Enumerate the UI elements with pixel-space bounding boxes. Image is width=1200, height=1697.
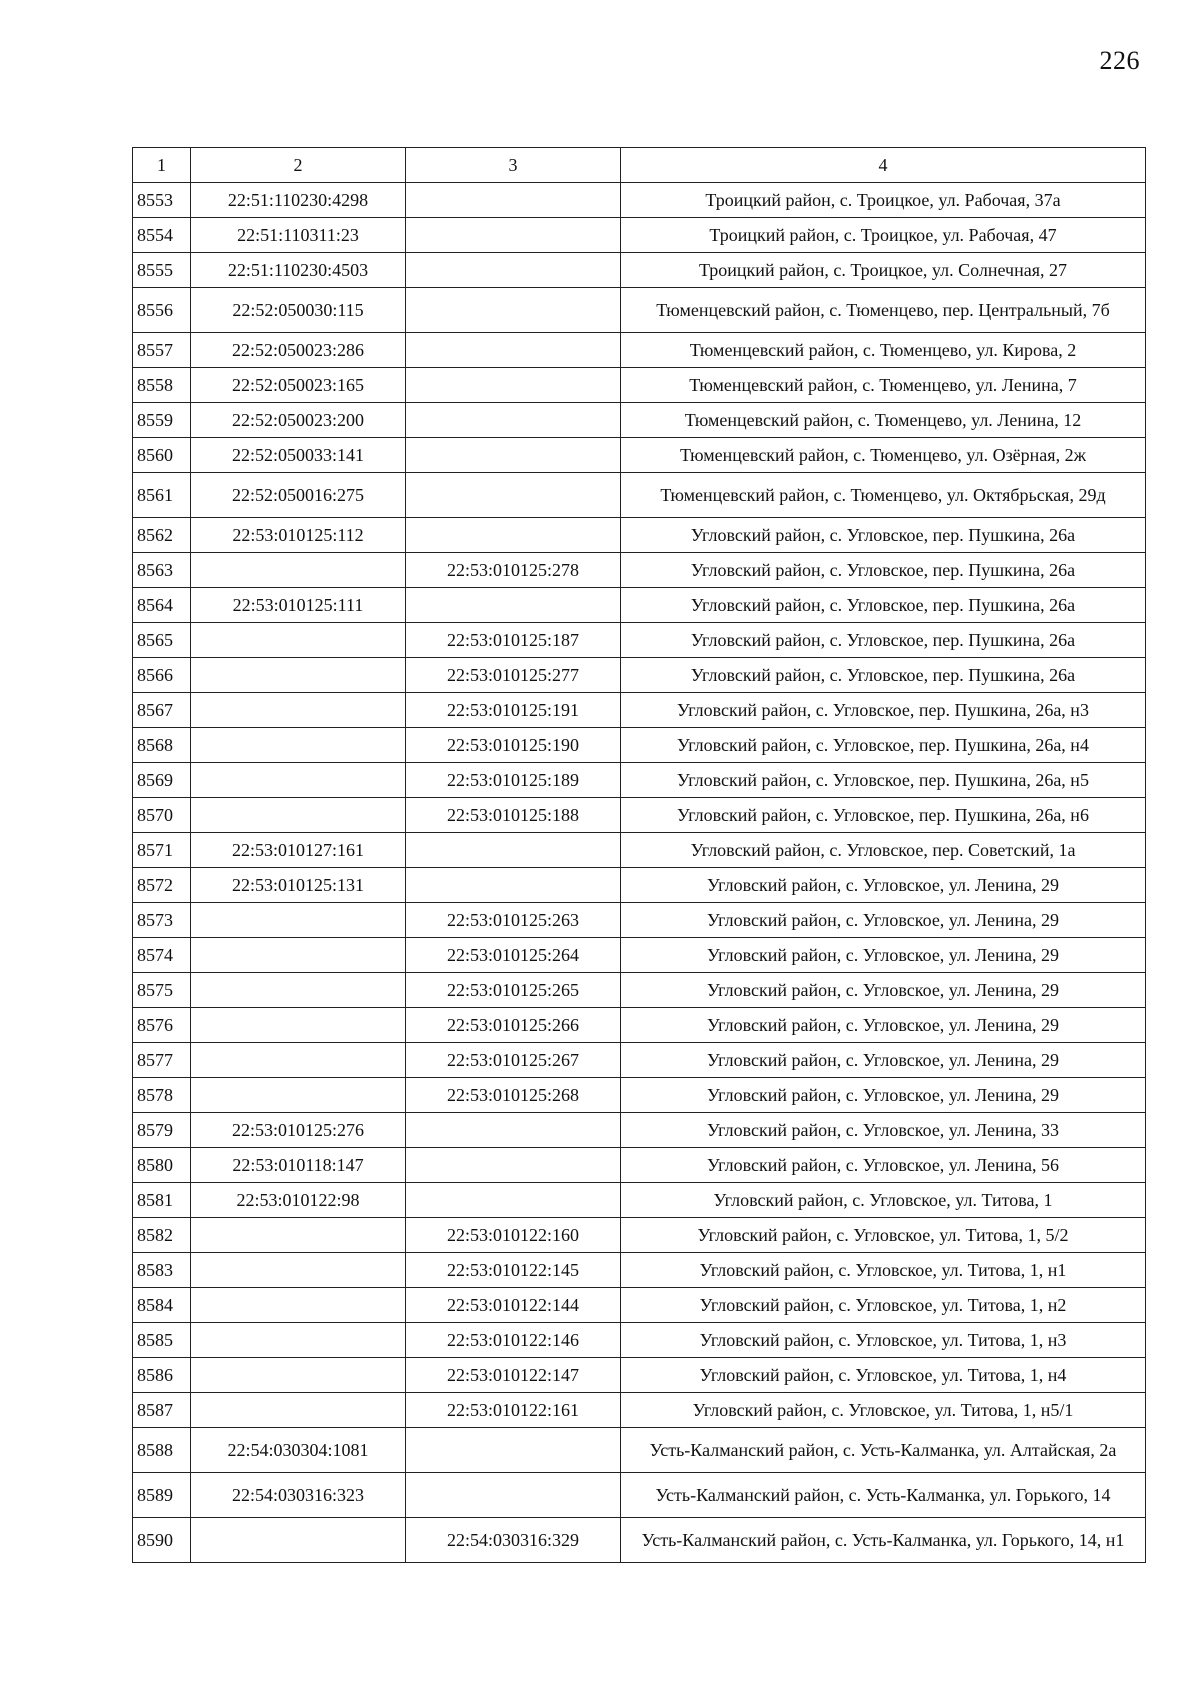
cadastral-number-alt-cell: 22:53:010125:264 (406, 938, 621, 973)
row-number-cell: 8568 (133, 728, 191, 763)
address-cell: Угловский район, с. Угловское, пер. Советский, 1а (621, 833, 1146, 868)
table-row (133, 1113, 1146, 1148)
row-number-cell: 8573 (133, 903, 191, 938)
table-row (133, 1218, 1146, 1253)
address-cell: Угловский район, с. Угловское, ул. Титова, 1, н5/1 (621, 1393, 1146, 1428)
cadastral-number-alt-cell: 22:53:010122:147 (406, 1358, 621, 1393)
address-cell: Угловский район, с. Угловское, пер. Пушкина, 26а, н5 (621, 763, 1146, 798)
table-row (133, 903, 1146, 938)
table-row (133, 623, 1146, 658)
address-cell: Тюменцевский район, с. Тюменцево, ул. Ленина, 7 (621, 368, 1146, 403)
row-number-cell: 8580 (133, 1148, 191, 1183)
page-number: 226 (1099, 46, 1140, 75)
cadastral-number-cell (191, 623, 406, 658)
address-cell: Угловский район, с. Угловское, пер. Пушкина, 26а, н6 (621, 798, 1146, 833)
row-number-cell: 8579 (133, 1113, 191, 1148)
row-number-cell: 8578 (133, 1078, 191, 1113)
table-row (133, 938, 1146, 973)
row-number-cell: 8587 (133, 1393, 191, 1428)
row-number-cell: 8558 (133, 368, 191, 403)
cadastral-number-cell: 22:53:010125:276 (191, 1113, 406, 1148)
cadastral-number-cell (191, 973, 406, 1008)
table-row (133, 333, 1146, 368)
table-row (133, 1473, 1146, 1518)
column-header-1: 1 (133, 148, 191, 183)
cadastral-number-alt-cell (406, 403, 621, 438)
row-number-cell: 8554 (133, 218, 191, 253)
table-row (133, 288, 1146, 333)
table-row (133, 1288, 1146, 1323)
cadastral-number-alt-cell: 22:53:010125:265 (406, 973, 621, 1008)
row-number-cell: 8577 (133, 1043, 191, 1078)
cadastral-number-cell: 22:53:010125:112 (191, 518, 406, 553)
row-number-cell: 8565 (133, 623, 191, 658)
address-cell: Тюменцевский район, с. Тюменцево, ул. Ленина, 12 (621, 403, 1146, 438)
row-number-cell: 8556 (133, 288, 191, 333)
row-number-cell: 8584 (133, 1288, 191, 1323)
row-number-cell: 8588 (133, 1428, 191, 1473)
cadastral-number-alt-cell (406, 253, 621, 288)
cadastral-number-cell (191, 553, 406, 588)
address-cell: Тюменцевский район, с. Тюменцево, ул. Озёрная, 2ж (621, 438, 1146, 473)
header-row (133, 148, 1146, 183)
cadastral-number-alt-cell: 22:53:010122:161 (406, 1393, 621, 1428)
cadastral-number-alt-cell (406, 1183, 621, 1218)
address-cell: Тюменцевский район, с. Тюменцево, пер. Центральный, 7б (621, 288, 1146, 333)
row-number-cell: 8574 (133, 938, 191, 973)
cadastral-number-alt-cell (406, 1113, 621, 1148)
row-number-cell: 8569 (133, 763, 191, 798)
cadastral-number-cell: 22:54:030304:1081 (191, 1428, 406, 1473)
row-number-cell: 8563 (133, 553, 191, 588)
cadastral-number-cell: 22:53:010118:147 (191, 1148, 406, 1183)
cadastral-number-cell: 22:54:030316:323 (191, 1473, 406, 1518)
column-header-4: 4 (621, 148, 1146, 183)
address-cell: Угловский район, с. Угловское, ул. Ленина, 33 (621, 1113, 1146, 1148)
cadastral-number-cell: 22:52:050030:115 (191, 288, 406, 333)
cadastral-number-cell (191, 903, 406, 938)
address-cell: Угловский район, с. Угловское, ул. Ленина, 29 (621, 868, 1146, 903)
table-row (133, 1043, 1146, 1078)
cadastral-number-alt-cell (406, 288, 621, 333)
address-cell: Угловский район, с. Угловское, ул. Титова, 1, н4 (621, 1358, 1146, 1393)
cadastral-number-cell: 22:52:050023:286 (191, 333, 406, 368)
cadastral-number-alt-cell (406, 1473, 621, 1518)
row-number-cell: 8575 (133, 973, 191, 1008)
cadastral-number-cell (191, 798, 406, 833)
address-cell: Угловский район, с. Угловское, ул. Титова, 1, 5/2 (621, 1218, 1146, 1253)
table-row (133, 1358, 1146, 1393)
address-cell: Тюменцевский район, с. Тюменцево, ул. Октябрьская, 29д (621, 473, 1146, 518)
cadastral-number-alt-cell: 22:53:010125:278 (406, 553, 621, 588)
table-row (133, 218, 1146, 253)
address-cell: Усть-Калманский район, с. Усть-Калманка, ул. Алтайская, 2а (621, 1428, 1146, 1473)
address-cell: Троицкий район, с. Троицкое, ул. Солнечная, 27 (621, 253, 1146, 288)
cadastral-number-alt-cell: 22:53:010122:144 (406, 1288, 621, 1323)
cadastral-number-cell (191, 1393, 406, 1428)
cadastral-number-cell (191, 1358, 406, 1393)
address-cell: Угловский район, с. Угловское, ул. Ленина, 29 (621, 903, 1146, 938)
column-header-2: 2 (191, 148, 406, 183)
address-cell: Угловский район, с. Угловское, пер. Пушкина, 26а (621, 658, 1146, 693)
cadastral-number-alt-cell (406, 333, 621, 368)
cadastral-number-alt-cell (406, 518, 621, 553)
address-cell: Троицкий район, с. Троицкое, ул. Рабочая, 47 (621, 218, 1146, 253)
table-row (133, 1008, 1146, 1043)
table-row (133, 868, 1146, 903)
row-number-cell: 8582 (133, 1218, 191, 1253)
cadastral-number-alt-cell: 22:53:010125:189 (406, 763, 621, 798)
table-row (133, 1393, 1146, 1428)
cadastral-number-cell: 22:53:010127:161 (191, 833, 406, 868)
cadastral-number-cell (191, 1253, 406, 1288)
cadastral-number-cell: 22:53:010122:98 (191, 1183, 406, 1218)
row-number-cell: 8571 (133, 833, 191, 868)
address-cell: Угловский район, с. Угловское, ул. Титова, 1, н1 (621, 1253, 1146, 1288)
cadastral-number-cell (191, 658, 406, 693)
table-row (133, 518, 1146, 553)
table-row (133, 1253, 1146, 1288)
table-row (133, 973, 1146, 1008)
table-row (133, 1323, 1146, 1358)
cadastral-number-alt-cell: 22:53:010125:190 (406, 728, 621, 763)
cadastral-number-alt-cell (406, 868, 621, 903)
table-row (133, 1428, 1146, 1473)
table-row (133, 833, 1146, 868)
cadastral-number-alt-cell: 22:53:010125:267 (406, 1043, 621, 1078)
address-cell: Угловский район, с. Угловское, ул. Титова, 1 (621, 1183, 1146, 1218)
table-row (133, 693, 1146, 728)
table-row (133, 553, 1146, 588)
cadastral-number-alt-cell: 22:53:010125:266 (406, 1008, 621, 1043)
cadastral-number-alt-cell: 22:53:010125:187 (406, 623, 621, 658)
row-number-cell: 8553 (133, 183, 191, 218)
row-number-cell: 8567 (133, 693, 191, 728)
table-row (133, 728, 1146, 763)
cadastral-number-cell (191, 1043, 406, 1078)
registry-table (132, 147, 1146, 1563)
cadastral-number-alt-cell (406, 183, 621, 218)
address-cell: Угловский район, с. Угловское, ул. Ленина, 29 (621, 938, 1146, 973)
address-cell: Угловский район, с. Угловское, ул. Титова, 1, н3 (621, 1323, 1146, 1358)
row-number-cell: 8586 (133, 1358, 191, 1393)
cadastral-number-alt-cell (406, 368, 621, 403)
cadastral-number-alt-cell (406, 218, 621, 253)
cadastral-number-alt-cell: 22:53:010122:145 (406, 1253, 621, 1288)
table-row (133, 1148, 1146, 1183)
row-number-cell: 8559 (133, 403, 191, 438)
cadastral-number-alt-cell (406, 833, 621, 868)
address-cell: Угловский район, с. Угловское, ул. Ленина, 29 (621, 1078, 1146, 1113)
address-cell: Угловский район, с. Угловское, ул. Ленина, 29 (621, 1008, 1146, 1043)
cadastral-number-cell: 22:53:010125:131 (191, 868, 406, 903)
cadastral-number-alt-cell: 22:53:010122:146 (406, 1323, 621, 1358)
row-number-cell: 8585 (133, 1323, 191, 1358)
row-number-cell: 8570 (133, 798, 191, 833)
cadastral-number-cell (191, 763, 406, 798)
row-number-cell: 8560 (133, 438, 191, 473)
row-number-cell: 8562 (133, 518, 191, 553)
row-number-cell: 8590 (133, 1518, 191, 1563)
cadastral-number-cell (191, 693, 406, 728)
table-row (133, 588, 1146, 623)
table-row (133, 368, 1146, 403)
cadastral-number-alt-cell: 22:54:030316:329 (406, 1518, 621, 1563)
table-row (133, 1183, 1146, 1218)
cadastral-number-cell (191, 1518, 406, 1563)
table-row (133, 183, 1146, 218)
cadastral-number-cell: 22:52:050016:275 (191, 473, 406, 518)
row-number-cell: 8576 (133, 1008, 191, 1043)
row-number-cell: 8572 (133, 868, 191, 903)
table-row (133, 658, 1146, 693)
row-number-cell: 8566 (133, 658, 191, 693)
cadastral-number-cell (191, 728, 406, 763)
address-cell: Угловский район, с. Угловское, пер. Пушкина, 26а, н4 (621, 728, 1146, 763)
cadastral-number-alt-cell (406, 1148, 621, 1183)
row-number-cell: 8561 (133, 473, 191, 518)
cadastral-number-alt-cell (406, 473, 621, 518)
cadastral-number-alt-cell: 22:53:010125:277 (406, 658, 621, 693)
cadastral-number-alt-cell (406, 1428, 621, 1473)
table-body (133, 183, 1146, 1563)
cadastral-number-cell (191, 1078, 406, 1113)
row-number-cell: 8557 (133, 333, 191, 368)
address-cell: Угловский район, с. Угловское, пер. Пушкина, 26а (621, 588, 1146, 623)
table-header (133, 148, 1146, 183)
row-number-cell: 8589 (133, 1473, 191, 1518)
cadastral-number-alt-cell (406, 588, 621, 623)
address-cell: Угловский район, с. Угловское, ул. Ленина, 29 (621, 1043, 1146, 1078)
table-row (133, 473, 1146, 518)
address-cell: Угловский район, с. Угловское, пер. Пушкина, 26а (621, 623, 1146, 658)
cadastral-number-cell: 22:52:050033:141 (191, 438, 406, 473)
cadastral-number-alt-cell: 22:53:010125:268 (406, 1078, 621, 1113)
cadastral-number-cell (191, 1323, 406, 1358)
table-row (133, 798, 1146, 833)
table-row (133, 253, 1146, 288)
address-cell: Тюменцевский район, с. Тюменцево, ул. Кирова, 2 (621, 333, 1146, 368)
row-number-cell: 8581 (133, 1183, 191, 1218)
row-number-cell: 8564 (133, 588, 191, 623)
row-number-cell: 8555 (133, 253, 191, 288)
cadastral-number-cell (191, 1288, 406, 1323)
address-cell: Усть-Калманский район, с. Усть-Калманка, ул. Горького, 14, н1 (621, 1518, 1146, 1563)
cadastral-number-cell: 22:51:110311:23 (191, 218, 406, 253)
address-cell: Усть-Калманский район, с. Усть-Калманка, ул. Горького, 14 (621, 1473, 1146, 1518)
column-header-3: 3 (406, 148, 621, 183)
address-cell: Угловский район, с. Угловское, ул. Титова, 1, н2 (621, 1288, 1146, 1323)
address-cell: Угловский район, с. Угловское, пер. Пушкина, 26а (621, 553, 1146, 588)
cadastral-number-cell (191, 938, 406, 973)
address-cell: Угловский район, с. Угловское, ул. Ленина, 56 (621, 1148, 1146, 1183)
table-row (133, 403, 1146, 438)
table-row (133, 763, 1146, 798)
address-cell: Угловский район, с. Угловское, пер. Пушкина, 26а, н3 (621, 693, 1146, 728)
cadastral-number-alt-cell: 22:53:010122:160 (406, 1218, 621, 1253)
address-cell: Угловский район, с. Угловское, пер. Пушкина, 26а (621, 518, 1146, 553)
address-cell: Угловский район, с. Угловское, ул. Ленина, 29 (621, 973, 1146, 1008)
cadastral-number-cell: 22:51:110230:4503 (191, 253, 406, 288)
row-number-cell: 8583 (133, 1253, 191, 1288)
cadastral-number-alt-cell (406, 438, 621, 473)
cadastral-number-cell: 22:52:050023:165 (191, 368, 406, 403)
table-row (133, 1078, 1146, 1113)
cadastral-number-cell: 22:52:050023:200 (191, 403, 406, 438)
cadastral-number-cell: 22:51:110230:4298 (191, 183, 406, 218)
table-row (133, 438, 1146, 473)
cadastral-number-alt-cell: 22:53:010125:188 (406, 798, 621, 833)
cadastral-number-cell: 22:53:010125:111 (191, 588, 406, 623)
cadastral-number-cell (191, 1218, 406, 1253)
cadastral-number-cell (191, 1008, 406, 1043)
address-cell: Троицкий район, с. Троицкое, ул. Рабочая, 37а (621, 183, 1146, 218)
table-row (133, 1518, 1146, 1563)
cadastral-number-alt-cell: 22:53:010125:263 (406, 903, 621, 938)
cadastral-number-alt-cell: 22:53:010125:191 (406, 693, 621, 728)
